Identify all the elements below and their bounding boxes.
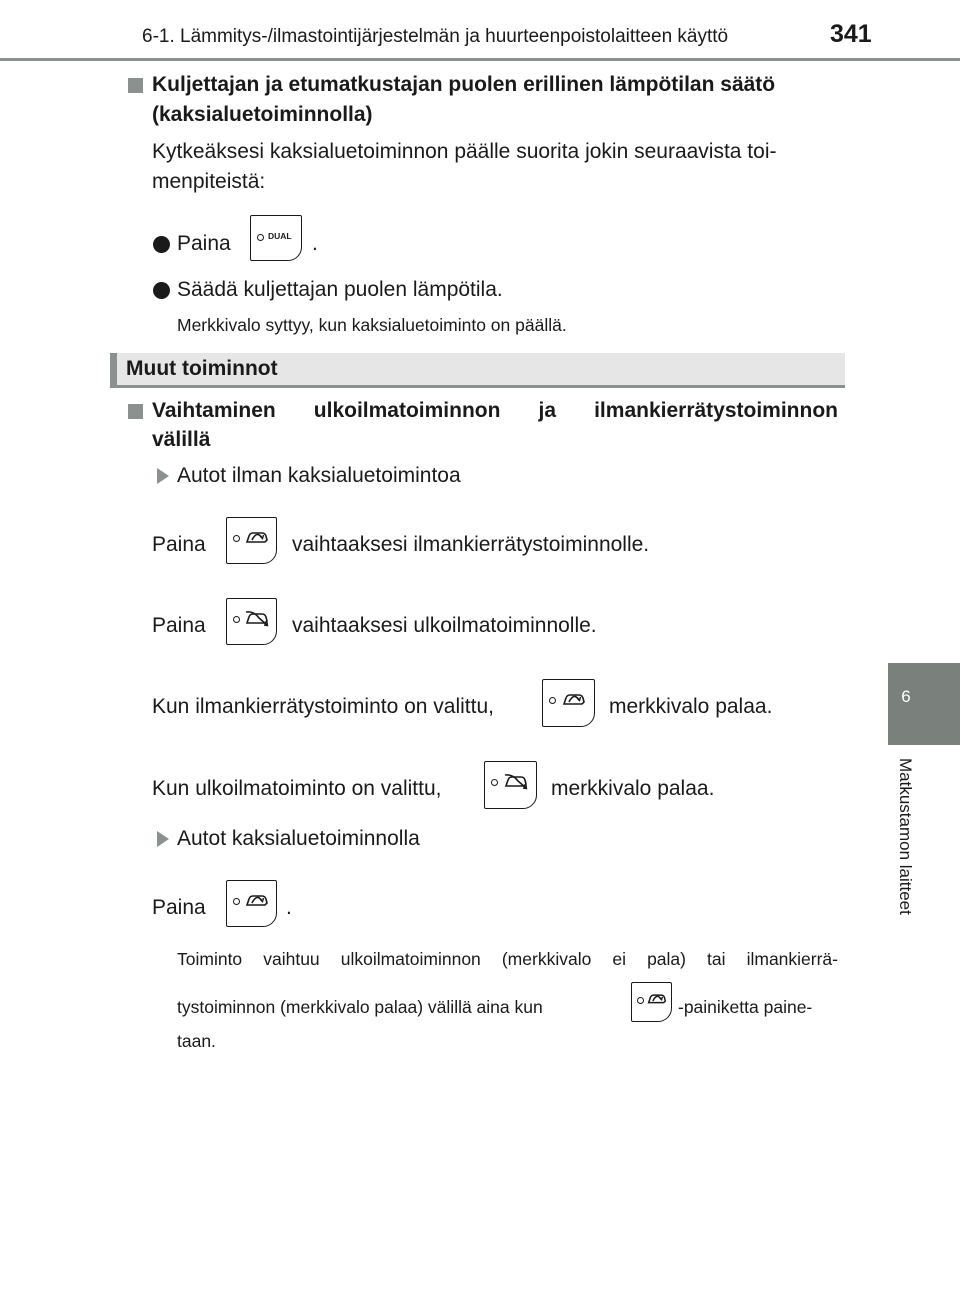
section1-intro: Kytkeäksesi kaksialuetoiminnon päälle suorita jokin seuraavista toi- xyxy=(152,140,777,163)
indicator-light-icon xyxy=(233,616,240,623)
section-bar-accent xyxy=(110,353,117,388)
triangle-bullet-icon xyxy=(157,468,169,484)
bullet1-after: . xyxy=(312,232,318,255)
bullet2-text: Säädä kuljettajan puolen lämpötila. xyxy=(177,278,503,301)
row1-after: vaihtaaksesi ilmankierrätystoiminnolle. xyxy=(292,533,650,556)
outside-air-button-icon xyxy=(226,598,277,645)
section1-intro-cont: menpiteistä: xyxy=(152,170,266,193)
section2-note-end: taan. xyxy=(177,1031,216,1051)
square-bullet-icon xyxy=(128,404,143,419)
chapter-label: Matkustamon laitteet xyxy=(896,758,915,915)
recirculation-icon xyxy=(245,528,269,546)
row5-before: Paina xyxy=(152,896,206,919)
chapter-tab xyxy=(888,663,960,745)
section-bar xyxy=(110,353,845,388)
indicator-light-icon xyxy=(233,535,240,542)
section2-heading-cont: välillä xyxy=(152,428,211,451)
row1-before: Paina xyxy=(152,533,206,556)
row4-before: Kun ulkoilmatoiminto on valittu, xyxy=(152,777,442,800)
section2-note: Toiminto vaihtuu ulkoilmatoiminnon (merkkivalo ei pala) tai ilmankierrä- xyxy=(177,949,838,969)
section1-note: Merkkivalo syttyy, kun kaksialuetoiminto on päällä. xyxy=(177,315,567,335)
subheading-with-dual: Autot kaksialuetoiminnolla xyxy=(177,827,420,850)
subheading-without-dual: Autot ilman kaksialuetoimintoa xyxy=(177,464,461,487)
row2-after: vaihtaaksesi ulkoilmatoiminnolle. xyxy=(292,614,597,637)
indicator-light-icon xyxy=(257,234,264,241)
chapter-number: 6 xyxy=(901,687,911,706)
section1-heading: Kuljettajan ja etumatkustajan puolen erillinen lämpötilan säätö xyxy=(152,73,776,96)
round-bullet-icon xyxy=(153,236,170,253)
recirculation-icon xyxy=(245,891,269,909)
recirculation-button-icon xyxy=(542,679,595,727)
recirculation-button-icon xyxy=(631,982,672,1022)
indicator-light-icon xyxy=(491,779,498,786)
dual-button-label: DUAL xyxy=(268,231,292,241)
indicator-light-icon xyxy=(637,997,644,1004)
row2-before: Paina xyxy=(152,614,206,637)
page-number: 341 xyxy=(830,20,872,48)
recirculation-button-icon xyxy=(226,880,277,927)
row4-after: merkkivalo palaa. xyxy=(551,777,715,800)
section2-note-cont-after: -painiketta paine- xyxy=(678,997,813,1017)
square-bullet-icon xyxy=(128,78,143,93)
round-bullet-icon xyxy=(153,282,170,299)
header-rule xyxy=(0,58,960,61)
recirculation-button-icon xyxy=(226,517,277,564)
outside-air-icon xyxy=(245,609,269,627)
recirculation-icon xyxy=(647,991,667,1006)
indicator-light-icon xyxy=(549,697,556,704)
outside-air-button-icon xyxy=(484,761,537,809)
triangle-bullet-icon xyxy=(157,831,169,847)
section2-heading: Vaihtaminen ulkoilmatoiminnon ja ilmankierrätystoiminnon xyxy=(152,399,838,422)
header-title: 6-1. Lämmitys-/ilmastointijärjestelmän ja huurteenpoistolaitteen käyttö xyxy=(142,26,729,47)
recirculation-icon xyxy=(562,690,586,708)
row3-after: merkkivalo palaa. xyxy=(609,695,773,718)
indicator-light-icon xyxy=(233,898,240,905)
section1-heading-cont: (kaksialuetoiminnolla) xyxy=(152,103,373,126)
section-bar-title: Muut toiminnot xyxy=(126,357,278,380)
bullet1-text: Paina xyxy=(177,232,231,255)
dual-button-icon xyxy=(250,215,302,261)
section2-note-cont: tystoiminnon (merkkivalo palaa) välillä aina kun xyxy=(177,997,543,1017)
row5-after: . xyxy=(286,896,292,919)
row3-before: Kun ilmankierrätystoiminto on valittu, xyxy=(152,695,494,718)
outside-air-icon xyxy=(504,772,528,790)
